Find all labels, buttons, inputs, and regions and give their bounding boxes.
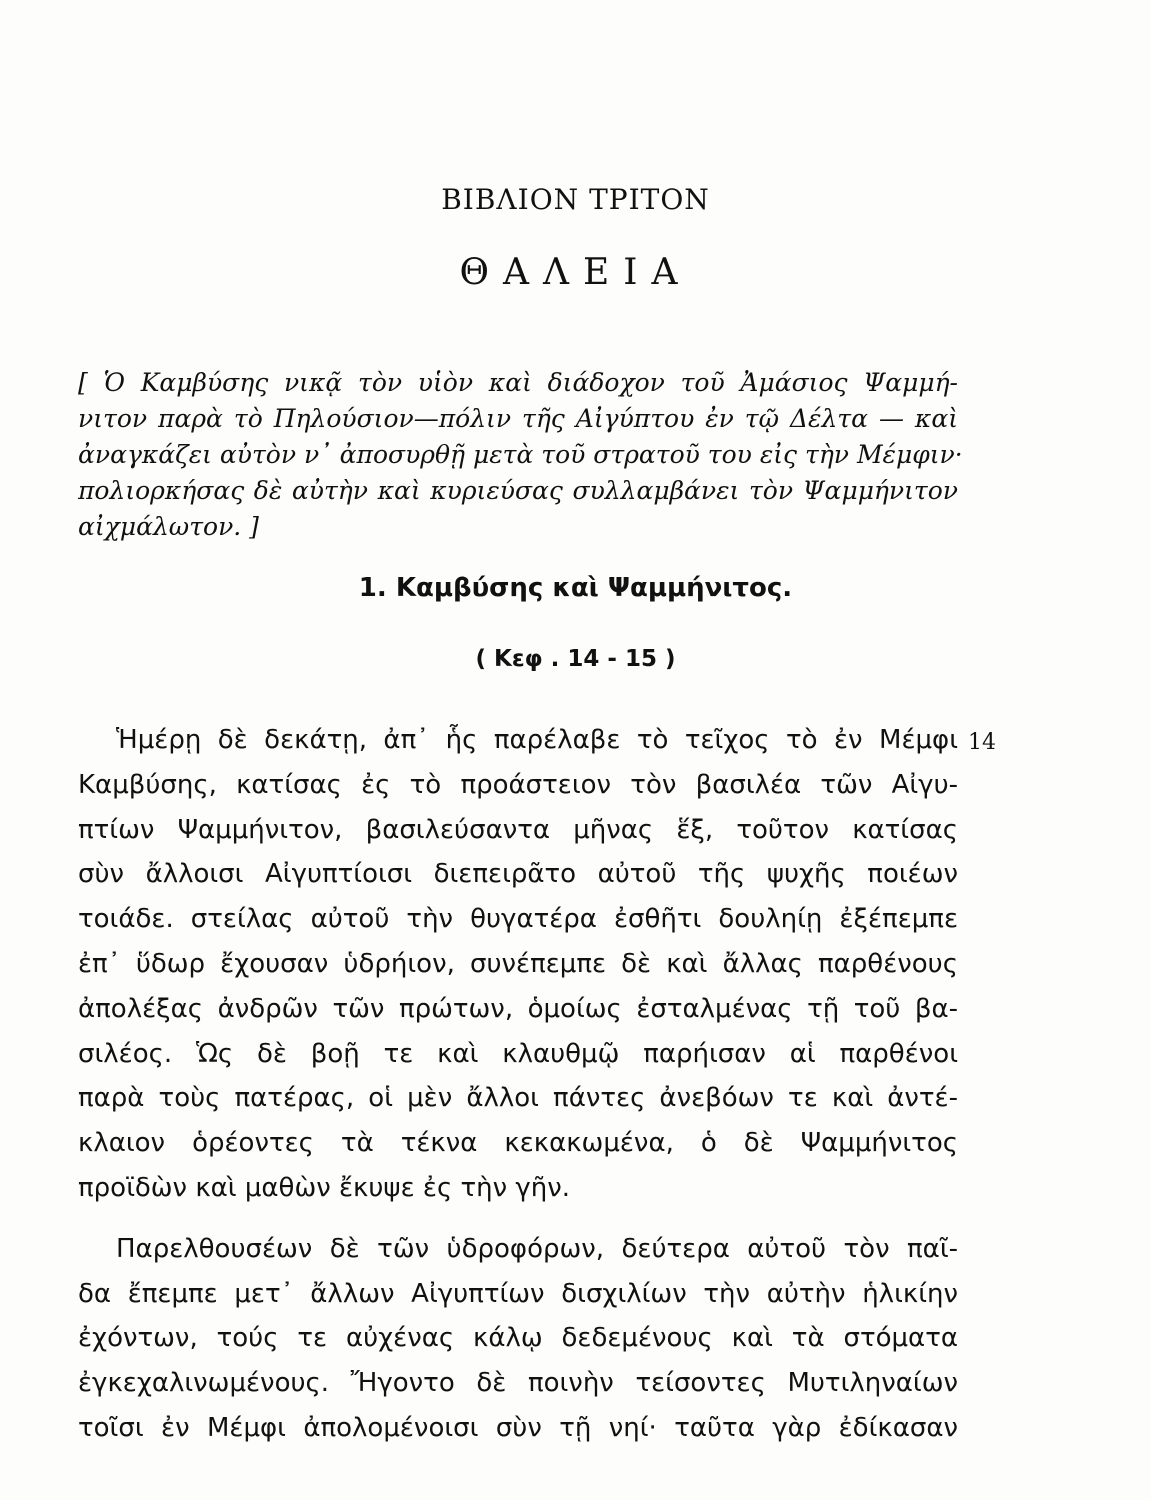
text-line: ἐπ᾽ ὕδωρ ἔχουσαν ὑδρήιον, συνέπεμπε δὲ καὶ ἄλλας παρθένους — [78, 948, 958, 979]
text-line: Παρελθουσέων δὲ τῶν ὑδροφόρων, δεύτερα αὐτοῦ τὸν παῖ- — [116, 1233, 958, 1264]
summary-line: πολιορκήσας δὲ αὐτὴν καὶ κυριεύσας συλλαμβάνει τὸν Ψαμμήνιτον — [78, 476, 958, 505]
chapter-summary — [78, 365, 963, 545]
summary-line: νιτον παρὰ τὸ Πηλούσιον—πόλιν τῆς Αἰγύπτου ἐν τῷ Δέλτα — καὶ — [78, 404, 958, 433]
text-line: δα ἔπεμπε μετ᾽ ἄλλων Αἰγυπτίων δισχιλίων τὴν αὐτὴν ἡλικίην — [78, 1278, 958, 1309]
summary-line: ἀναγκάζει αὐτὸν ν᾽ ἀποσυρθῇ μετὰ τοῦ στρατοῦ του εἰς τὴν Μέμφιν· — [78, 440, 963, 469]
text-line: πτίων Ψαμμήνιτον, βασιλεύσαντα μῆνας ἕξ, τοῦτον κατίσας — [78, 814, 958, 845]
paragraph-gap — [78, 1211, 958, 1227]
text-line: ἀπολέξας ἀνδρῶν τῶν πρώτων, ὁμοίως ἐσταλμένας τῇ τοῦ βα- — [78, 993, 958, 1024]
text-line: προϊδὼν καὶ μαθὼν ἔκυψε ἐς τὴν γῆν. — [78, 1172, 571, 1203]
text-line: Καμβύσης, κατίσας ἐς τὸ προάστειον τὸν βασιλέα τῶν Αἰγυ- — [78, 769, 958, 800]
margin-chapter-number: 14 — [968, 730, 996, 755]
text-line: τοῖσι ἐν Μέμφι ἀπολομένοισι σὺν τῇ νηί· ταῦτα γὰρ ἐδίκασαν — [78, 1412, 958, 1443]
text-line: σιλέος. Ὡς δὲ βοῇ τε καὶ κλαυθμῷ παρήισαν αἱ παρθένοι — [78, 1038, 958, 1069]
summary-line: αἰχμάλωτον. ] — [78, 512, 259, 541]
text-line: κλαιον ὁρέοντες τὰ τέκνα κεκακωμένα, ὁ δὲ Ψαμμήνιτος — [78, 1128, 958, 1159]
text-line: ἐγκεχαλινωμένους. Ἤγοντο δὲ ποινὴν τείσοντες Μυτιληναίων — [78, 1368, 958, 1399]
book-heading: ΒΙΒΛΙΟΝ ΤΡΙΤΟΝ — [441, 183, 710, 216]
section-heading: 1. Καμβύσης καὶ Ψαμμήνιτος. — [358, 573, 793, 603]
summary-line: [ Ὁ Καμβύσης νικᾷ τὸν υἱὸν καὶ διάδοχον τοῦ Ἀμάσιος Ψαμμή- — [78, 368, 958, 397]
text-line: ἐχόντων, τούς τε αὐχένας κάλῳ δεδεμένους καὶ τὰ στόματα — [78, 1323, 958, 1354]
text-line: σὺν ἄλλοισι Αἰγυπτίοισι διεπειρᾶτο αὐτοῦ τῆς ψυχῆς ποιέων — [78, 859, 958, 890]
book-name: ΘΑΛΕΙΑ — [459, 252, 692, 293]
text-line: Ἡμέρῃ δὲ δεκάτῃ, ἀπ᾽ ἧς παρέλαβε τὸ τεῖχος τὸ ἐν Μέμφι — [116, 725, 958, 755]
chapter-reference: ( Κεφ . 14 - 15 ) — [475, 646, 676, 672]
body-text — [78, 718, 958, 1451]
text-line: παρὰ τοὺς πατέρας, οἱ μὲν ἄλλοι πάντες ἀνεβόων τε καὶ ἀντέ- — [78, 1083, 958, 1114]
text-line: τοιάδε. στείλας αὐτοῦ τὴν θυγατέρα ἐσθῆτι δουληίῃ ἐξέπεμπε — [78, 904, 958, 935]
